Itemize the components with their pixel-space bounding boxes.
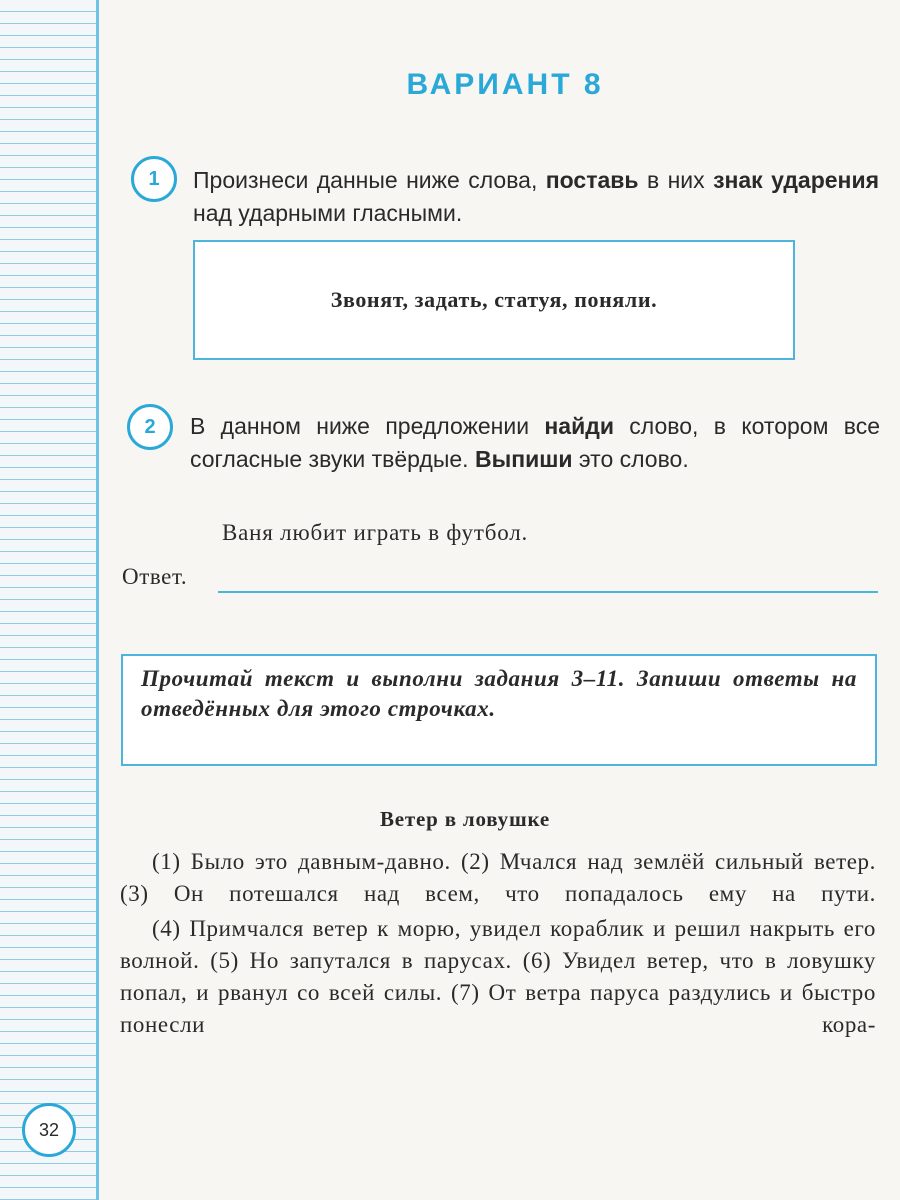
task-1-words-box bbox=[193, 240, 795, 360]
task-1-words: Звонят, задать, статуя, поняли. bbox=[330, 287, 658, 312]
story-paragraph: (4) Примчался ветер к морю, увидел кораблик и решил накрыть его волной. (5) Но запутался в парусах. (6) Увидел ветер, что в ловушку попал, и рванул со всей силы. (7) От ветра паруса раздулись и быстро понесли кора- bbox=[120, 916, 876, 1037]
task-2-text-part: это слово. bbox=[572, 446, 689, 472]
task-1-bold-term: знак ударения bbox=[713, 167, 880, 193]
margin-line bbox=[96, 0, 99, 1200]
answer-line-field[interactable] bbox=[218, 591, 878, 593]
variant-title: ВАРИАНТ 8 bbox=[406, 68, 604, 101]
task-2-text-part: В данном ниже предложении bbox=[190, 413, 545, 439]
page-number: 32 bbox=[22, 1103, 76, 1157]
task-2-sentence: Ваня любит играть в футбол. bbox=[222, 520, 529, 545]
task-2-text bbox=[190, 410, 880, 476]
instruction-text: Прочитай текст и выполни задания 3–11. Запиши ответы на отведённых для этого строчках. bbox=[141, 666, 857, 721]
task-2-bold-verb-2: Выпиши bbox=[474, 446, 573, 472]
task-1-text-part: в них bbox=[638, 167, 714, 193]
task-2-number-badge: 2 bbox=[127, 404, 173, 450]
story-paragraph: (1) Было это давным-давно. (2) Мчался над землёй сильный ветер. (3) Он потешался над всем, что попадалось ему на пути. bbox=[120, 849, 876, 906]
task-1-bold-verb: поставь bbox=[545, 167, 639, 193]
task-1-text-part: Произнеси данные ниже слова, bbox=[193, 167, 546, 193]
task-1-text-part: над ударными гласными. bbox=[193, 200, 463, 226]
task-2-text-part: слово, в котором все согласные звуки твёрдые. bbox=[190, 413, 880, 472]
task-1-number-badge: 1 bbox=[131, 156, 177, 202]
instruction-box bbox=[121, 654, 877, 766]
story-text bbox=[120, 846, 876, 1044]
task-2-bold-verb: найди bbox=[544, 413, 614, 439]
answer-label: Ответ. bbox=[122, 564, 188, 589]
story-title: Ветер в ловушке bbox=[380, 807, 550, 831]
task-1-text bbox=[193, 164, 879, 230]
notebook-margin bbox=[0, 0, 96, 1200]
